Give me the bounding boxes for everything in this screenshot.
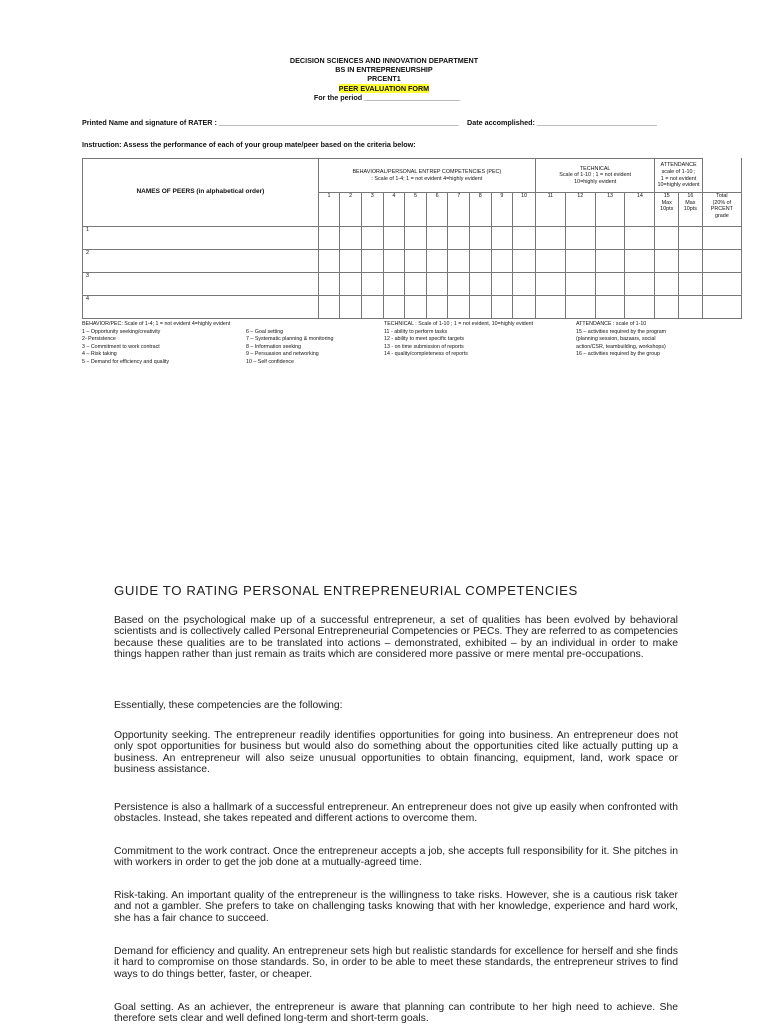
rating-cell[interactable] <box>655 296 679 319</box>
rating-cell[interactable] <box>535 227 565 250</box>
criteria-number: 6 <box>426 193 448 227</box>
rating-cell[interactable] <box>448 273 470 296</box>
criteria-number: 12 <box>565 193 595 227</box>
rating-cell[interactable] <box>679 273 703 296</box>
rating-cell[interactable] <box>565 250 595 273</box>
legend-item: 6 – Goal setting <box>246 328 284 335</box>
rating-cell[interactable] <box>318 296 340 319</box>
col-16-pts: 10pts <box>683 206 697 213</box>
legend-item: 2- Persistence <box>82 336 116 343</box>
rating-cell[interactable] <box>625 227 655 250</box>
rating-cell[interactable] <box>625 296 655 319</box>
col-15-max: Max <box>661 199 672 206</box>
rating-cell[interactable] <box>340 273 362 296</box>
total-cell[interactable] <box>702 227 741 250</box>
names-header: NAMES OF PEERS (in alphabetical order) <box>83 159 319 227</box>
rating-cell[interactable] <box>448 250 470 273</box>
criteria-number: 2 <box>340 193 362 227</box>
pec-header-title: BEHAVIORAL/PERSONAL ENTREP COMPETENCIES (PEC) <box>352 168 502 175</box>
row-number: 2 <box>83 250 319 273</box>
rating-cell[interactable] <box>655 273 679 296</box>
rating-cell[interactable] <box>595 250 625 273</box>
legend-item: (planning session, bazaars, social <box>576 336 656 343</box>
rating-cell[interactable] <box>625 250 655 273</box>
guide-paragraph: Based on the psychological make up of a successful entrepreneur, a set of qualities has been evolved by behavioral scientists and is collectively called Personal Entrepreneurial Competencies or PECs. They are referred to as competencies because these qualities are to be translated into actions – demonstrated, exhibited – by an individual in order to make things happen rather than just remain as traits which are considered more passive or mere mental pre-occupations. <box>114 615 678 661</box>
rating-cell[interactable] <box>470 296 492 319</box>
legend-item: 9 – Persuasion and networking <box>246 351 319 358</box>
total-cell[interactable] <box>702 273 741 296</box>
legend-item: action/CSR, teambuilding, workshops) <box>576 343 666 350</box>
attendance-title: ATTENDANCE <box>660 162 697 169</box>
legend-pec-title: BEHAVIOR/PEC: Scale of 1-4; 1 = not evident 4=highly evident <box>82 321 231 327</box>
rating-cell[interactable] <box>655 227 679 250</box>
legend-technical <box>384 321 533 359</box>
rating-cell[interactable] <box>340 250 362 273</box>
rating-cell[interactable] <box>535 250 565 273</box>
total-cell[interactable] <box>702 250 741 273</box>
col-16-header <box>679 193 703 227</box>
rating-cell[interactable] <box>513 227 536 250</box>
row-number: 4 <box>83 296 319 319</box>
criteria-number: 10 <box>513 193 536 227</box>
guide-paragraph: Goal setting. As an achiever, the entrepreneur is aware that planning can contribute to her high need to achieve. She therefore sets clear and well defined long-term and short-term goals. <box>114 1002 678 1025</box>
technical-header <box>535 159 654 193</box>
legend-item: 8 – Information seeking <box>246 343 302 350</box>
rating-cell[interactable] <box>535 296 565 319</box>
legend-item: 4 – Risk taking <box>82 351 117 358</box>
guide-paragraph: Risk-taking. An important quality of the entrepreneur is the willingness to take risks. However, she is a cautious risk taker and not a gambler. She prefers to take on challenging tasks knowing that with her knowledge, experience and hard work, she has a fair chance to succeed. <box>114 890 678 924</box>
rating-cell[interactable] <box>595 227 625 250</box>
rating-cell[interactable] <box>340 227 362 250</box>
rating-cell[interactable] <box>405 250 427 273</box>
criteria-number: 13 <box>595 193 625 227</box>
rating-cell[interactable] <box>679 250 703 273</box>
legend-item: 3 – Commitment to work contract <box>82 343 160 350</box>
rating-cell[interactable] <box>383 296 405 319</box>
rating-cell[interactable] <box>405 227 427 250</box>
rating-cell[interactable] <box>595 296 625 319</box>
attendance-header <box>655 159 702 193</box>
col-16-number: 16 <box>687 193 694 199</box>
instruction-text: Instruction: Assess the performance of each of your group mate/peer based on the criteria below: <box>82 140 416 149</box>
rating-cell[interactable] <box>565 273 595 296</box>
form-title: PEER EVALUATION FORM <box>338 83 430 93</box>
rating-cell[interactable] <box>426 296 448 319</box>
col-15-number: 15 <box>663 193 670 199</box>
rating-cell[interactable] <box>513 296 536 319</box>
criteria-number: 1 <box>318 193 340 227</box>
rater-name-field: Printed Name and signature of RATER : ____________________________________________________________ <box>82 118 459 127</box>
rating-cell[interactable] <box>318 227 340 250</box>
legend-pec-col2 <box>246 329 333 367</box>
legend-item: 16 – activities required by the group <box>576 351 660 358</box>
row-number: 1 <box>83 227 319 250</box>
table-row <box>83 227 742 250</box>
total-sub-2: PRCENT <box>710 206 733 213</box>
rating-cell[interactable] <box>565 296 595 319</box>
legend-item: 1 – Opportunity seeking/creativity <box>82 328 161 335</box>
guide-paragraph: Persistence is also a hallmark of a successful entrepreneur. An entrepreneur does not give up easily when confronted with obstacles. Instead, she takes repeated and different actions to overcome them. <box>114 802 678 825</box>
rating-cell[interactable] <box>383 250 405 273</box>
guide-title: GUIDE TO RATING PERSONAL ENTREPRENEURIAL COMPETENCIES <box>114 583 578 598</box>
total-header-spacer <box>702 159 741 193</box>
criteria-number: 11 <box>535 193 565 227</box>
legend-item: 11 - ability to perform tasks <box>384 328 448 335</box>
department-name: DECISION SCIENCES AND INNOVATION DEPARTMENT <box>289 56 479 65</box>
attendance-scale-2: 1 = not evident <box>660 175 697 182</box>
criteria-number: 9 <box>491 193 513 227</box>
table-row <box>83 296 742 319</box>
pec-header <box>318 159 535 193</box>
legend-pec <box>82 321 230 367</box>
rating-cell[interactable] <box>383 273 405 296</box>
rating-cell[interactable] <box>426 273 448 296</box>
form-header <box>0 56 768 102</box>
rating-cell[interactable] <box>318 250 340 273</box>
criteria-number: 8 <box>470 193 492 227</box>
rating-cell[interactable] <box>679 227 703 250</box>
guide-paragraph: Commitment to the work contract. Once the entrepreneur accepts a job, she accepts full responsibility for it. She pitches in with workers in order to get the job done at a mutually-agreed time. <box>114 846 678 869</box>
date-accomplished-field: Date accomplished: ______________________________ <box>467 118 657 127</box>
rating-cell[interactable] <box>361 273 383 296</box>
total-sub-1: (20% of <box>712 199 732 206</box>
total-label: Total <box>716 193 728 199</box>
rating-cell[interactable] <box>565 227 595 250</box>
table-row <box>83 273 742 296</box>
legend-item: 12 - ability to meet specific targets <box>384 336 465 343</box>
criteria-number: 3 <box>361 193 383 227</box>
criteria-number: 4 <box>383 193 405 227</box>
peer-evaluation-table <box>82 158 742 319</box>
rating-cell[interactable] <box>535 273 565 296</box>
total-header <box>702 193 741 227</box>
guide-paragraph: Opportunity seeking. The entrepreneur readily identifies opportunities for going into business. An entrepreneur does not only spot opportunities for business but would also do something about the opportunities cited like actually putting up a business. An entrepreneur will also seize unusual opportunities to obtain financing, equipment, land, work space or business assistance. <box>114 730 678 776</box>
table-row <box>83 250 742 273</box>
rating-cell[interactable] <box>470 227 492 250</box>
rating-cell[interactable] <box>318 273 340 296</box>
legend-tech-title: TECHNICAL : Scale of 1-10 ; 1 = not evident, 10=highly evident <box>384 321 534 327</box>
legend-att-title: ATTENDANCE : scale of 1-10 <box>576 321 647 327</box>
rating-cell[interactable] <box>448 296 470 319</box>
rating-cell[interactable] <box>426 250 448 273</box>
technical-scale-2: 10=highly evident <box>574 178 617 185</box>
legend-item: 7 – Systematic planning & monitoring <box>246 336 334 343</box>
rating-cell[interactable] <box>513 273 536 296</box>
legend-item: 15 – activities required by the program <box>576 328 667 335</box>
rating-cell[interactable] <box>491 227 513 250</box>
rating-cell[interactable] <box>470 273 492 296</box>
rating-cell[interactable] <box>491 273 513 296</box>
rating-cell[interactable] <box>491 296 513 319</box>
rating-cell[interactable] <box>679 296 703 319</box>
total-cell[interactable] <box>702 296 741 319</box>
period-field: For the period ________________________ <box>313 92 461 102</box>
rating-cell[interactable] <box>405 296 427 319</box>
rating-cell[interactable] <box>361 250 383 273</box>
technical-title: TECHNICAL <box>579 165 611 172</box>
course-code: PRCENT1 <box>367 74 401 84</box>
guide-paragraph: Essentially, these competencies are the following: <box>114 700 343 711</box>
rating-cell[interactable] <box>405 273 427 296</box>
rating-cell[interactable] <box>383 227 405 250</box>
legend-attendance <box>576 321 666 359</box>
rating-cell[interactable] <box>361 296 383 319</box>
col-15-header <box>655 193 679 227</box>
legend-item: 10 – Self confidence <box>246 358 295 365</box>
col-16-max: Max <box>685 199 696 206</box>
technical-scale: Scale of 1-10 ; 1 = not evident <box>559 172 632 179</box>
rating-cell[interactable] <box>448 227 470 250</box>
col-15-pts: 10pts <box>660 206 674 213</box>
legend-item: 14 - quality/completeness of reports <box>384 351 468 358</box>
attendance-scale-3: 10=highly evident <box>657 182 700 189</box>
rating-cell[interactable] <box>426 227 448 250</box>
rating-cell[interactable] <box>655 250 679 273</box>
program-name: BS IN ENTREPRENEURSHIP <box>335 65 433 75</box>
row-number: 3 <box>83 273 319 296</box>
pec-scale: : Scale of 1-4; 1 = not evident 4=highly evident <box>371 175 483 182</box>
rating-cell[interactable] <box>513 250 536 273</box>
attendance-scale: scale of 1-10 ; <box>661 168 696 175</box>
rating-cell[interactable] <box>361 227 383 250</box>
rating-cell[interactable] <box>470 250 492 273</box>
criteria-number: 5 <box>405 193 427 227</box>
legend-item: 5 – Demand for efficiency and quality <box>82 358 170 365</box>
legend-item: 13 - on time submission of reports <box>384 343 464 350</box>
criteria-number: 14 <box>625 193 655 227</box>
rating-cell[interactable] <box>595 273 625 296</box>
guide-paragraph: Demand for efficiency and quality. An entrepreneur sets high but realistic standards for excellence for herself and she finds it hard to compromise on those standards. So, in order to be able to meet these standards, the entrepreneur strives to find ways to do things better, faster, or cheaper. <box>114 946 678 980</box>
criteria-number: 7 <box>448 193 470 227</box>
total-sub-3: grade <box>714 212 729 219</box>
rating-cell[interactable] <box>340 296 362 319</box>
rating-cell[interactable] <box>625 273 655 296</box>
rating-cell[interactable] <box>491 250 513 273</box>
